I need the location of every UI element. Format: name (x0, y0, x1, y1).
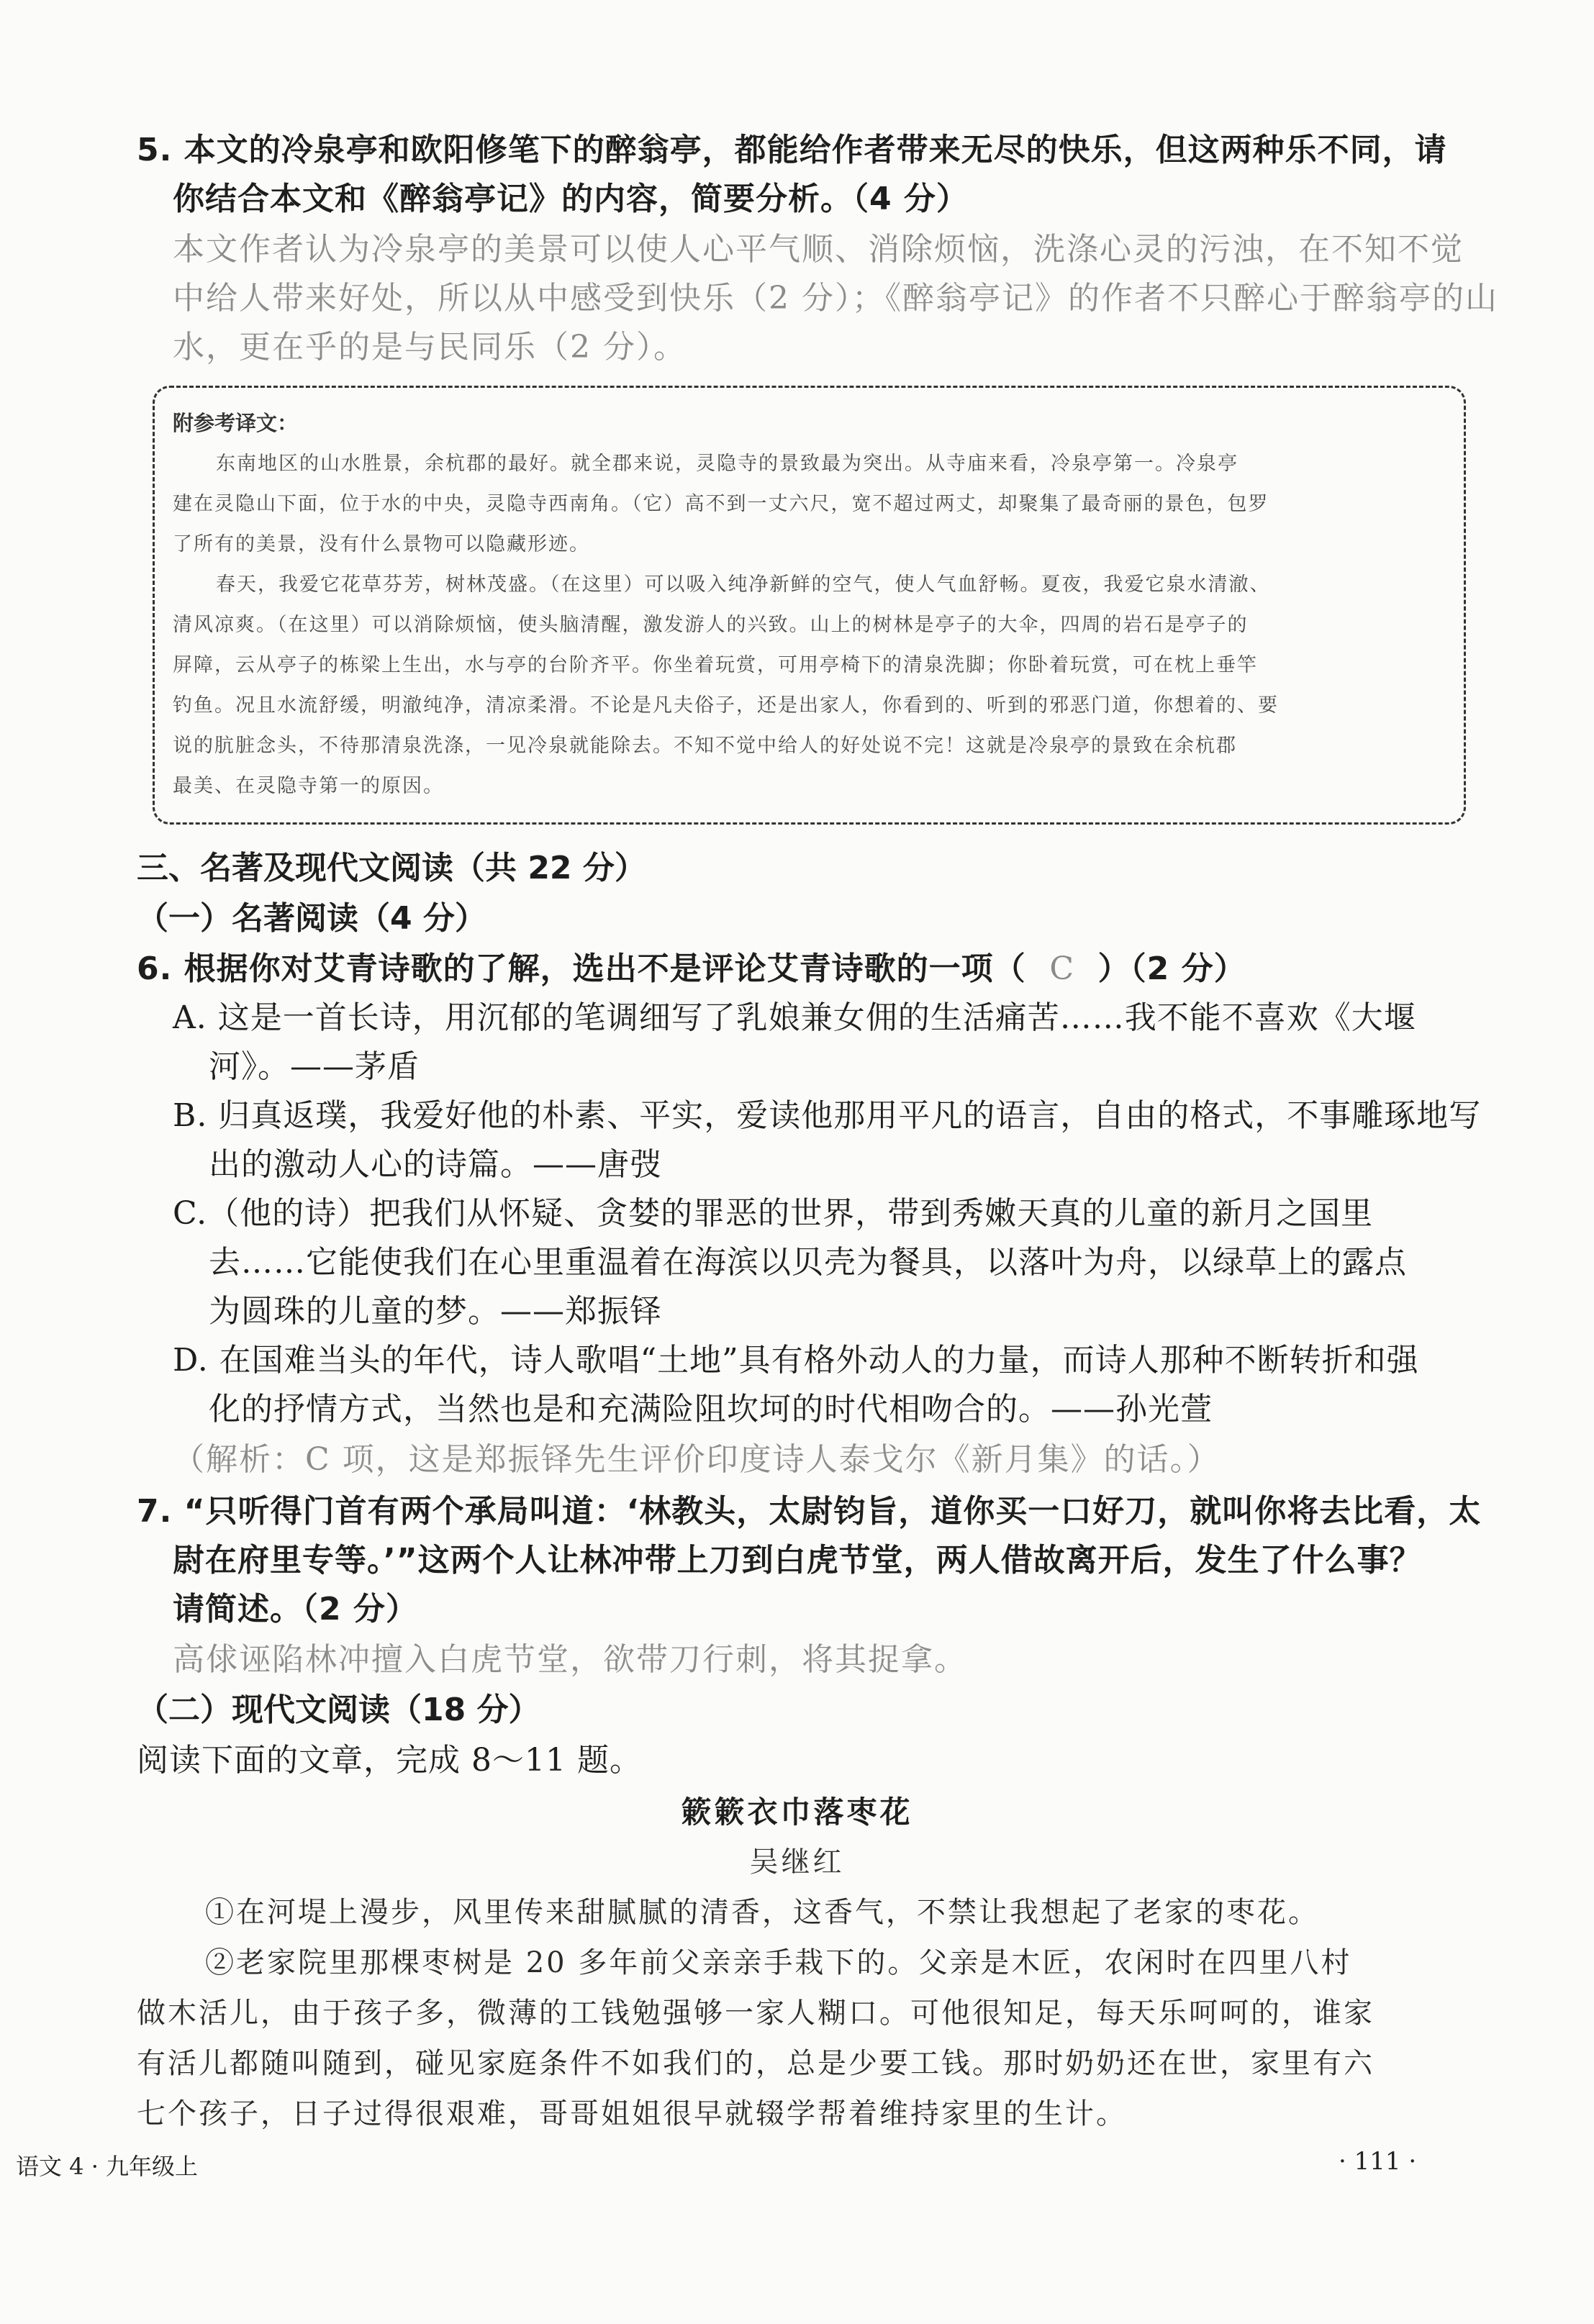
article-paragraph-line: 有活儿都随叫随到，碰见家庭条件不如我们的，总是少要工钱。那时奶奶还在世，家里有六 (137, 2047, 1375, 2080)
q6-option-c: C.（他的诗）把我们从怀疑、贪婪的罪恶的世界，带到秀嫩天真的儿童的新月之国里 (173, 1195, 1374, 1232)
article-paragraph-line: 七个孩子，日子过得很艰难，哥哥姐姐很早就辍学帮着维持家里的生计。 (137, 2097, 1127, 2130)
q7-line-2: 尉在府里专等。’”这两个人让林冲带上刀到白虎节堂，两人借故离开后，发生了什么事？ (173, 1542, 1422, 1579)
reference-line: 钓鱼。况且水流舒缓，明澈纯净，清凉柔滑。不论是凡夫俗子，还是出家人，你看到的、听到的邪恶门道，你想着的、要 (173, 694, 1279, 717)
reference-line: 最美、在灵隐寺第一的原因。 (173, 775, 444, 797)
q7-answer: 高俅诬陷林冲擅入白虎节堂，欲带刀行刺，将其捉拿。 (173, 1641, 967, 1678)
article-title: 簌簌衣巾落枣花 (681, 1794, 913, 1830)
reference-line: 建在灵隐山下面，位于水的中央，灵隐寺西南角。（它）高不到一丈六尺，宽不超过两丈，却聚集了最奇丽的景色，包罗 (173, 493, 1269, 515)
q6-stem (137, 943, 1246, 989)
q5-line-1: 5. 本文的冷泉亭和欧阳修笔下的醉翁亭，都能给作者带来无尽的快乐，但这两种乐不同，请 (137, 132, 1447, 168)
q6-option-d: D. 在国难当头的年代，诗人歌唱“土地”具有格外动人的力量，而诗人那种不断转折和强 (173, 1342, 1419, 1379)
reference-line: 了所有的美景，没有什么景物可以隐藏形迹。 (173, 533, 590, 555)
reference-line: 屏障，云从亭子的栋梁上生出，水与亭的台阶齐平。你坐着玩赏，可用亭椅下的清泉洗脚；你卧着玩赏，可在枕上垂竿 (173, 654, 1258, 676)
q6-option-a: A. 这是一首长诗，用沉郁的笔调细写了乳娘兼女佣的生活痛苦……我不能不喜欢《大堰 (173, 999, 1416, 1036)
page-number: · 111 · (1339, 2147, 1417, 2176)
q6-option-a-cont: 河》。——茅盾 (209, 1048, 420, 1085)
q6-analysis: （解析：C 项，这是郑振铎先生评价印度诗人泰戈尔《新月集》的话。） (173, 1441, 1221, 1478)
q6-option-b: B. 归真返璞，我爱好他的朴素、平实，爱读他那用平凡的语言，自由的格式，不事雕琢地写 (173, 1097, 1482, 1134)
q6-stem-suffix: ）（2 分） (1097, 950, 1246, 987)
q6-option-b-cont: 出的激动人心的诗篇。——唐弢 (209, 1146, 662, 1183)
q6-option-c-cont: 为圆珠的儿童的梦。——郑振铎 (209, 1293, 662, 1330)
article-paragraph-line: ①在河堤上漫步，风里传来甜腻腻的清香，这香气，不禁让我想起了老家的枣花。 (205, 1896, 1319, 1929)
reference-line: 清风凉爽。（在这里）可以消除烦恼，使头脑清醒，激发游人的兴致。山上的树林是亭子的大伞，四周的岩石是亭子的 (173, 614, 1249, 636)
subsection-heading: （一）名著阅读（4 分） (137, 900, 486, 937)
q5-line-2: 你结合本文和《醉翁亭记》的内容，简要分析。（4 分） (173, 181, 969, 217)
q6-stem-prefix: 6. 根据你对艾青诗歌的了解，选出不是评论艾青诗歌的一项（ (137, 950, 1026, 987)
article-paragraph-line: 做木活儿，由于孩子多，微薄的工钱勉强够一家人糊口。可他很知足，每天乐呵呵的，谁家 (137, 1997, 1375, 2030)
q5-answer-line-2: 中给人带来好处，所以从中感受到快乐（2 分）；《醉翁亭记》的作者不只醉心于醉翁亭的山 (173, 280, 1498, 317)
article-paragraph-line: ②老家院里那棵枣树是 20 多年前父亲亲手栽下的。父亲是木匠，农闲时在四里八村 (205, 1946, 1352, 1979)
reading-instruction: 阅读下面的文章，完成 8～11 题。 (137, 1742, 642, 1779)
q7-line-1: 7. “只听得门首有两个承局叫道：‘林教头，太尉钧旨，道你买一口好刀，就叫你将去比看，太 (137, 1493, 1482, 1530)
q6-option-d-cont: 化的抒情方式，当然也是和充满险阻坎坷的时代相吻合的。——孙光萱 (209, 1391, 1213, 1427)
q7-line-3: 请简述。（2 分） (173, 1591, 418, 1628)
subsection-heading: （二）现代文阅读（18 分） (137, 1692, 540, 1728)
section-heading: 三、名著及现代文阅读（共 22 分） (137, 850, 646, 886)
reference-title: 附参考译文： (173, 411, 299, 435)
q6-answer: C (1049, 950, 1074, 987)
article-author: 吴继红 (749, 1846, 845, 1879)
reference-line: 东南地区的山水胜景，余杭郡的最好。就全郡来说，灵隐寺的景致最为突出。从寺庙来看，冷泉亭第一。冷泉亭 (216, 453, 1238, 475)
reference-line: 春天，我爱它花草芬芳，树林茂盛。（在这里）可以吸入纯净新鲜的空气，使人气血舒畅。夏夜，我爱它泉水清澈、 (216, 573, 1271, 596)
q5-answer-line-3: 水，更在乎的是与民同乐（2 分）。 (173, 329, 687, 366)
reference-line: 说的肮脏念头，不待那清泉洗涤，一见冷泉就能除去。不知不觉中给人的好处说不完！这就是冷泉亭的景致在余杭郡 (173, 735, 1237, 757)
q5-answer-line-1: 本文作者认为冷泉亭的美景可以使人心平气顺、消除烦恼，洗涤心灵的污浊，在不知不觉 (173, 231, 1464, 268)
footer-book-label: 语文 4 · 九年级上 (16, 2153, 199, 2180)
q6-option-c-cont: 去……它能使我们在心里重温着在海滨以贝壳为餐具，以落叶为舟，以绿草上的露点 (209, 1244, 1407, 1281)
